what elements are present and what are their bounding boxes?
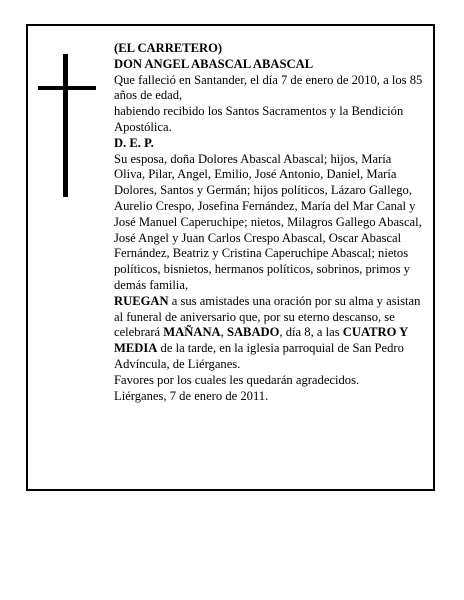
request-comma: , [220,325,227,340]
request-text-2: , día 8, a las [279,325,343,340]
sacraments-text: habiendo recibido los Santos Sacramentos y la Bendición Apostólica. [114,104,404,134]
sabado-text: SABADO [226,325,280,340]
dep-text: D. E. P. [114,135,154,150]
deceased-nickname: (EL CARRETERO) [114,41,223,55]
latin-cross-icon [38,54,96,197]
request-text-1: a sus amistades una oración por su alma y asistan al funeral de aniversario que, por su eterno descanso, se celebrará [114,293,421,340]
request-text-3: de la tarde, en la iglesia parroquial de San Pedro Advíncula, de Liérganes. [114,341,404,371]
cross-vertical-bar [63,54,68,197]
cross-horizontal-bar [38,86,96,90]
place-date: Liérganes, 7 de enero de 2011. [114,388,269,403]
ruegan-text: RUEGAN [114,293,169,308]
deceased-name: DON ANGEL ABASCAL ABASCAL [114,56,314,71]
family-list: Su esposa, doña Dolores Abascal Abascal; hijos, María Oliva, Pilar, Angel, Emilio, José Antonio, Daniel, María Dolores, Santos y Germán; hijos políticos, Lázaro Gallego, Aurelio Crespo, Josefina Fernández, María del Mar Canal y José Manuel Caperuchipe; nietos, Milagros Gallego Abascal, José Angel y Juan Carlos Crespo Abascal, Oscar Abascal Fernández, Beatriz y Cristina Caperuchipe Abascal; nietos políticos, bisnietos, hermanos políticos, sobrinos, primos y demás familia, [114,151,422,292]
obituary-text [114,41,424,404]
funeral-time: CUATRO Y MEDIA [114,325,408,356]
death-info: Que falleció en Santander, el día 7 de enero de 2010, a los 85 años de edad, [114,72,423,103]
thanks-text: Favores por los cuales les quedarán agradecidos. [114,372,360,387]
funeral-request [114,294,424,373]
manana-text: MAÑANA [163,325,221,340]
